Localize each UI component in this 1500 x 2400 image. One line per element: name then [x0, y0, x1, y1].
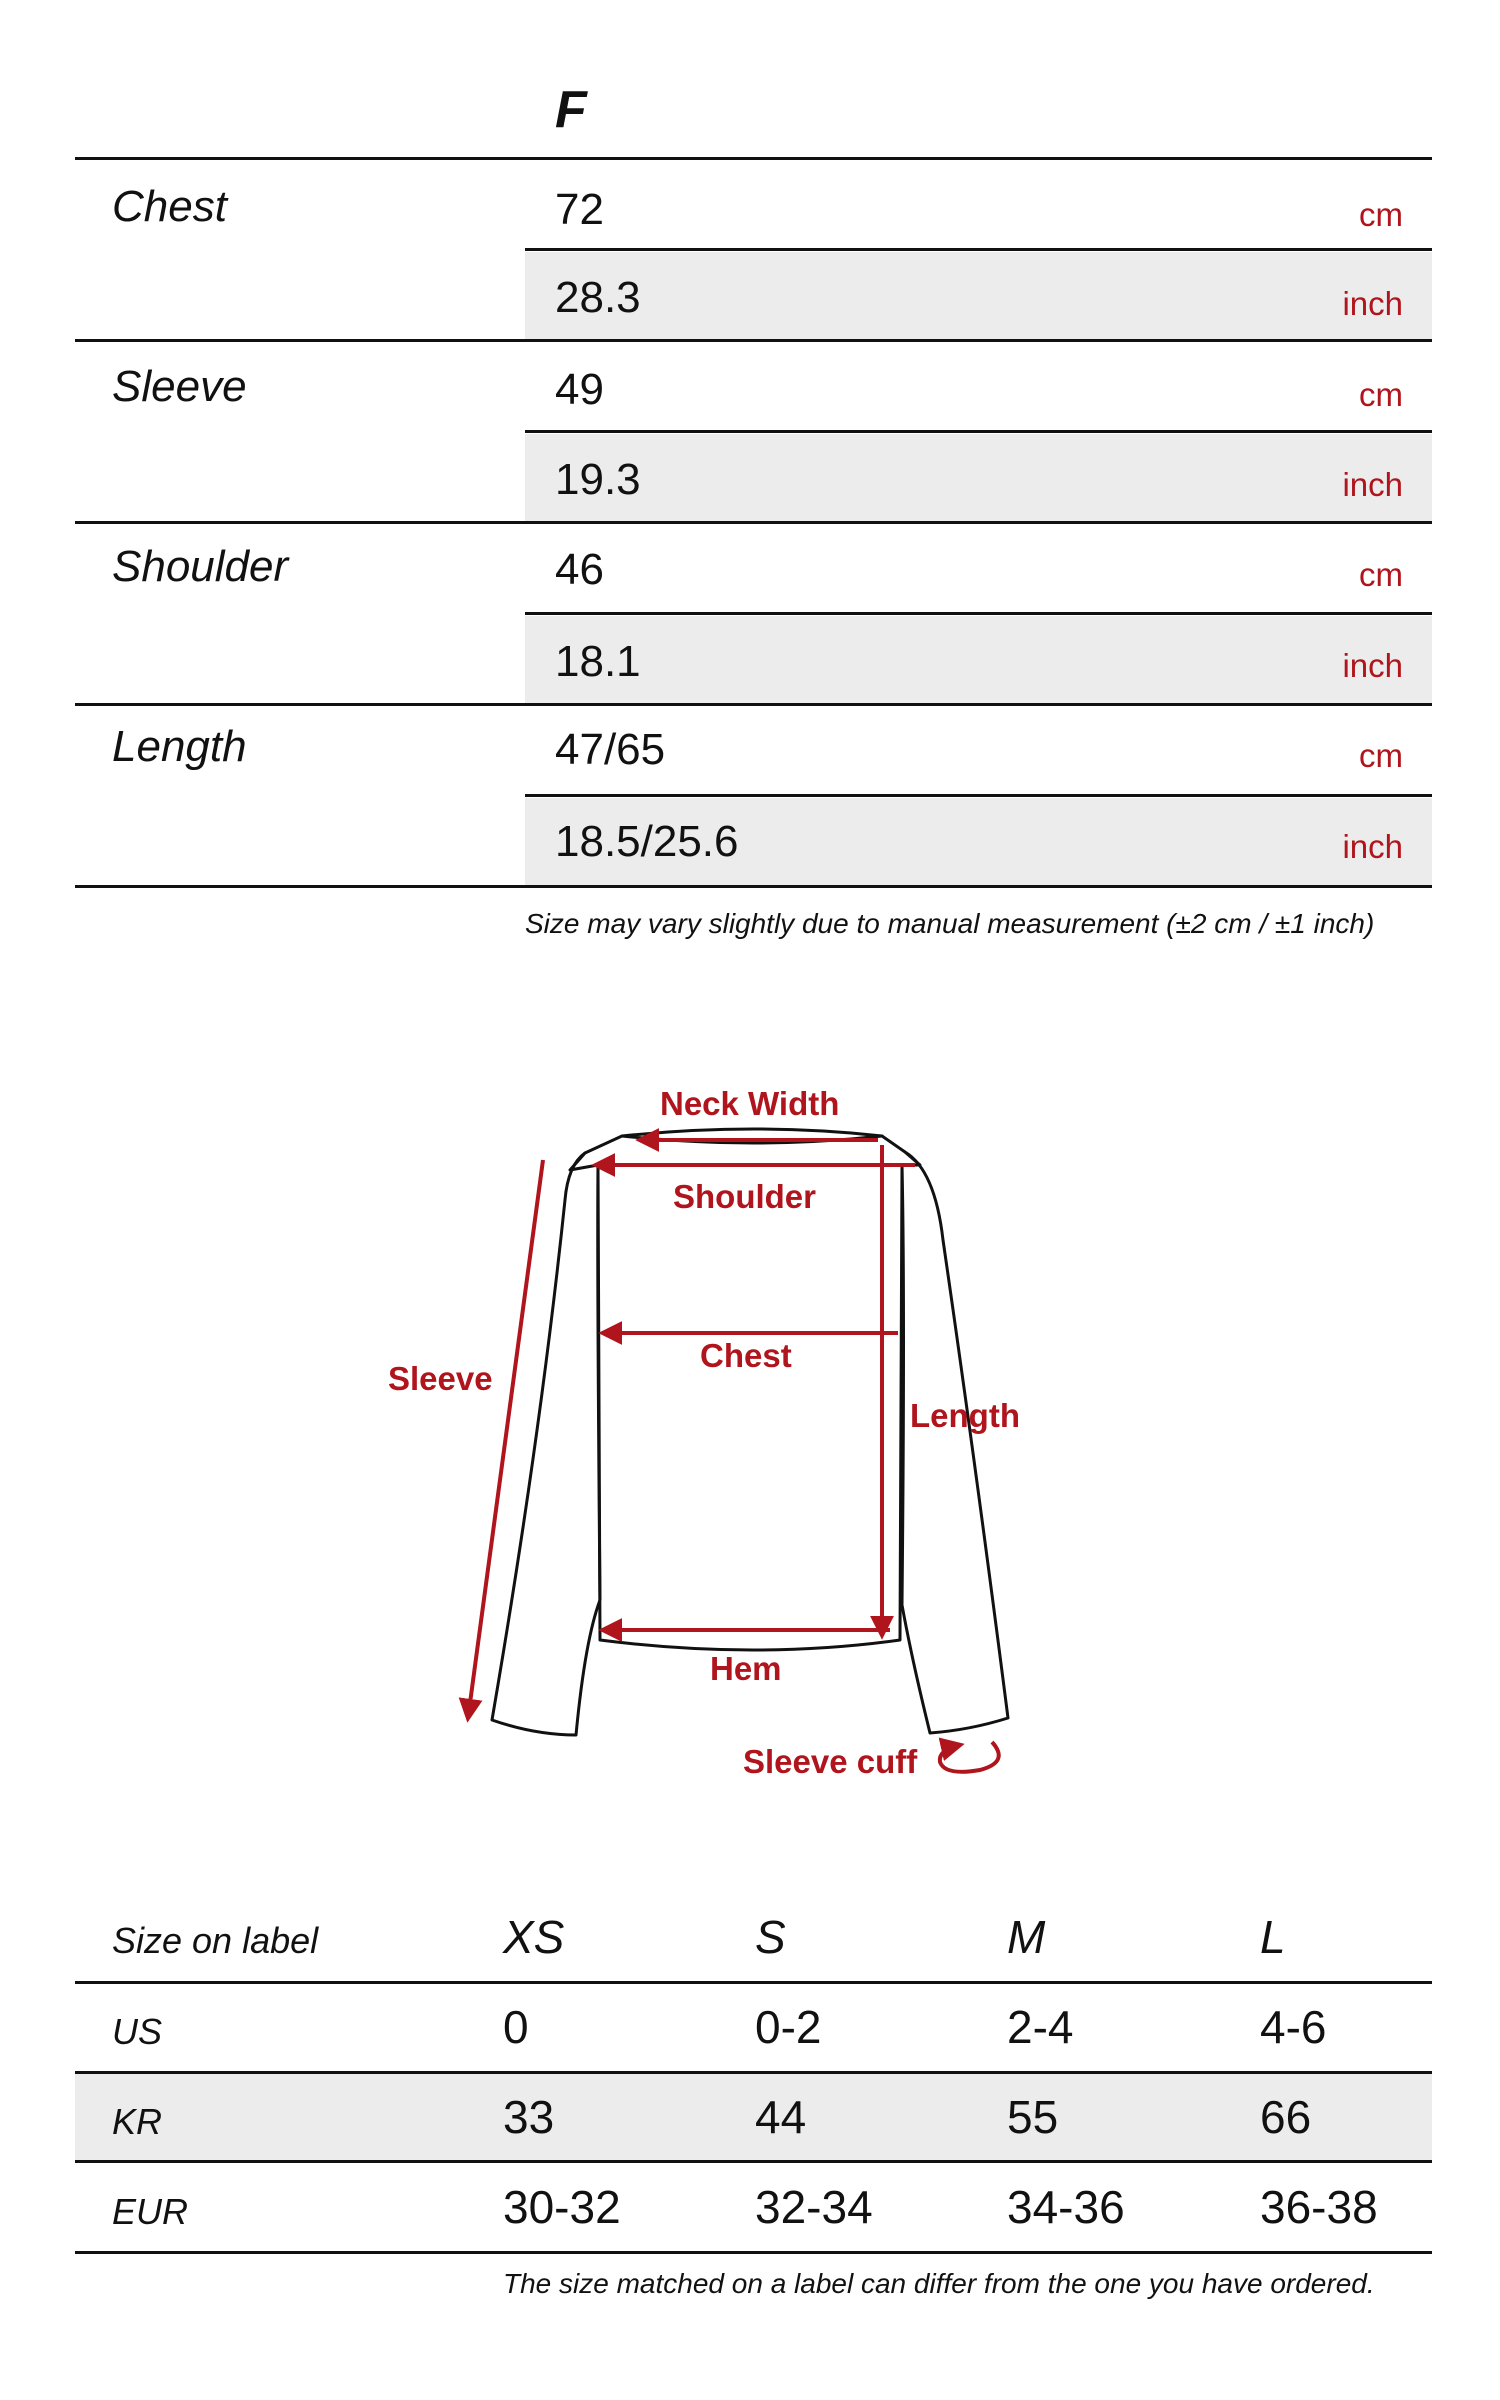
- kr-s: 44: [755, 2091, 807, 2143]
- kr-xs: 33: [503, 2091, 555, 2143]
- sleeve-cm-value: 49: [555, 365, 604, 414]
- measure-label-shoulder: Shoulder: [112, 542, 289, 591]
- size-header: F: [555, 81, 587, 139]
- unit-inch: inch: [1342, 828, 1403, 865]
- shoulder-cm-value: 46: [555, 545, 604, 594]
- size-s: S: [755, 1911, 786, 1963]
- label-length: Length: [910, 1397, 1020, 1434]
- eur-xs: 30-32: [503, 2181, 621, 2233]
- size-on-label-header: Size on label: [112, 1920, 319, 1961]
- eur-m: 34-36: [1007, 2181, 1125, 2233]
- garment-diagram: [0, 1040, 1500, 1800]
- unit-cm: cm: [1359, 556, 1403, 593]
- divider: [75, 521, 1432, 524]
- chest-inch-value: 28.3: [555, 273, 641, 322]
- kr-l: 66: [1260, 2091, 1312, 2143]
- unit-cm: cm: [1359, 196, 1403, 233]
- divider: [75, 339, 1432, 342]
- eur-l: 36-38: [1260, 2181, 1378, 2233]
- divider: [75, 885, 1432, 888]
- label-shoulder: Shoulder: [673, 1178, 817, 1215]
- label-sleeve-cuff: Sleeve cuff: [743, 1743, 918, 1780]
- unit-inch: inch: [1342, 466, 1403, 503]
- divider: [75, 2251, 1432, 2254]
- divider: [75, 703, 1432, 706]
- us-l: 4-6: [1260, 2001, 1327, 2053]
- label-sleeve: Sleeve: [388, 1360, 493, 1397]
- size-xs: XS: [503, 1911, 565, 1963]
- measure-label-chest: Chest: [112, 182, 227, 231]
- us-m: 2-4: [1007, 2001, 1074, 2053]
- us-s: 0-2: [755, 2001, 822, 2053]
- eur-s: 32-34: [755, 2181, 873, 2233]
- chest-cm-value: 72: [555, 185, 604, 234]
- divider: [75, 2160, 1432, 2163]
- unit-inch: inch: [1342, 647, 1403, 684]
- shoulder-inch-value: 18.1: [555, 637, 641, 686]
- row-shade: [75, 2074, 1432, 2160]
- measure-label-sleeve: Sleeve: [112, 362, 247, 411]
- region-kr: KR: [112, 2101, 163, 2142]
- divider: [525, 612, 1432, 615]
- us-xs: 0: [503, 2001, 529, 2053]
- divider: [75, 157, 1432, 160]
- length-cm-value: 47/65: [555, 725, 666, 774]
- label-chest: Chest: [700, 1337, 792, 1374]
- region-eur: EUR: [112, 2191, 189, 2232]
- region-us: US: [112, 2011, 163, 2052]
- sleeve-inch-value: 19.3: [555, 455, 641, 504]
- size-m: M: [1007, 1911, 1046, 1963]
- label-neck-width: Neck Width: [660, 1085, 840, 1122]
- divider: [525, 794, 1432, 797]
- unit-cm: cm: [1359, 376, 1403, 413]
- divider: [525, 248, 1432, 251]
- size-table-note: The size matched on a label can differ from the one you have ordered.: [503, 2268, 1375, 2299]
- unit-inch: inch: [1342, 285, 1403, 322]
- sleeve-cuff-arrow: [940, 1742, 999, 1772]
- kr-m: 55: [1007, 2091, 1059, 2143]
- label-hem: Hem: [710, 1650, 782, 1687]
- measure-label-length: Length: [112, 722, 247, 771]
- measurement-note: Size may vary slightly due to manual measurement (±2 cm / ±1 inch): [525, 908, 1375, 939]
- divider: [75, 1981, 1432, 1984]
- unit-cm: cm: [1359, 737, 1403, 774]
- size-l: L: [1260, 1911, 1286, 1963]
- divider: [525, 430, 1432, 433]
- length-inch-value: 18.5/25.6: [555, 817, 739, 866]
